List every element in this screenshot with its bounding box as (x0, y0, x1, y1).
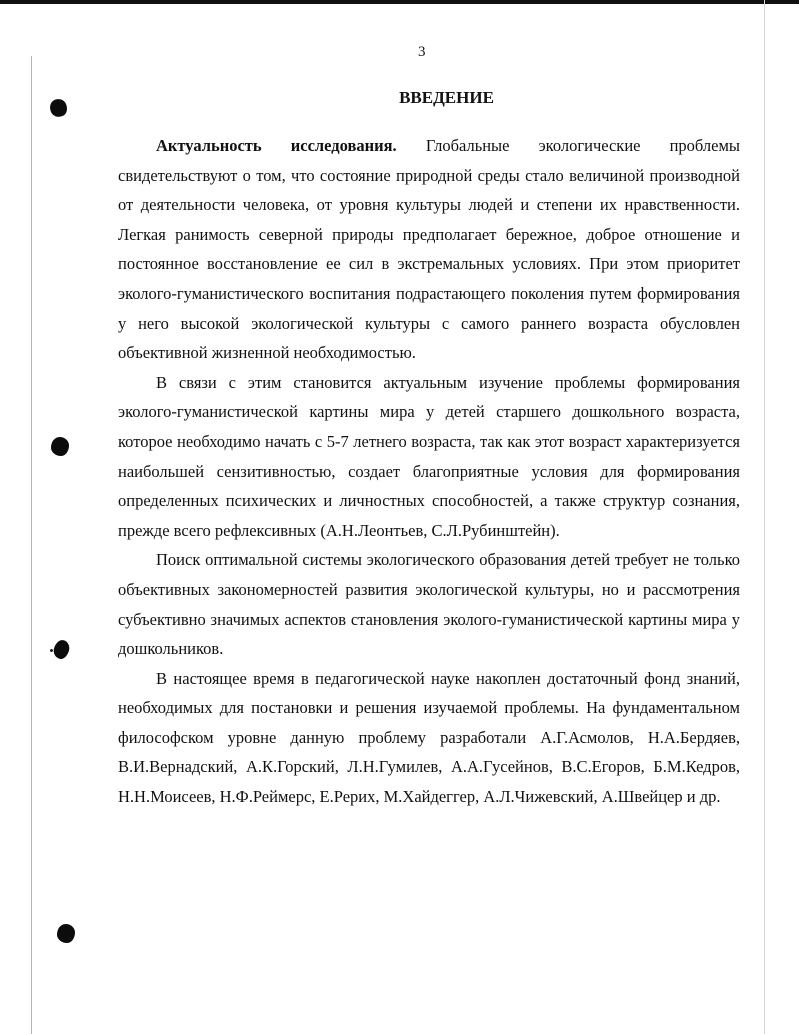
section-heading: ВВЕДЕНИЕ (399, 88, 494, 107)
paragraph-problem (118, 368, 740, 546)
scan-left-edge-line (31, 56, 32, 1034)
binding-hole-mark (51, 437, 69, 456)
paragraph-search (118, 545, 740, 663)
paragraph-lead: Актуальность исследования. (156, 136, 397, 155)
body-text (118, 131, 740, 812)
scan-right-edge-line (764, 0, 765, 1034)
paragraph-authors (118, 664, 740, 812)
paragraph-relevance (118, 131, 740, 368)
scan-top-border (0, 0, 799, 4)
paragraph-text: Поиск оптимальной системы экологического образования детей требует не только объективных закономерностей развития экологической культуры, но и рассмотрения субъективно значимых аспектов становления эколого-гуманистической картины мира у дошкольников. (118, 550, 740, 659)
binding-hole-mark (57, 924, 75, 943)
paragraph-text: Глобальные экологические проблемы свидетельствуют о том, что состояние природной среды стало величиной производной от деятельности человека, от уровня культуры людей и степени их нравственности. Легкая ранимость северной природы предполагает бережное, доброе отношение и постоянное восстановление ее сил в экстремальных условиях. При этом приоритет эколого-гуманистического воспитания подрастающего поколения путем формирования у него высокой экологической культуры с самого раннего возраста обусловлен объективной жизненной необходимостью. (118, 136, 740, 363)
binding-hole-mark (52, 638, 71, 660)
paragraph-text: В настоящее время в педагогической науке накоплен достаточный фонд знаний, необходимых для постановки и решения изучаемой проблемы. На фундаментальном философском уровне данную проблему разработали А.Г.Асмолов, Н.А.Бердяев, В.И.Вернадский, А.К.Горский, Л.Н.Гумилев, А.А.Гусейнов, В.С.Егоров, Б.М.Кедров, Н.Н.Моисеев, Н.Ф.Реймерс, Е.Рерих, М.Хайдеггер, А.Л.Чижевский, А.Швейцер и др. (118, 668, 740, 807)
scan-speck (50, 649, 53, 652)
page-number: 3 (418, 44, 426, 60)
paragraph-text: В связи с этим становится актуальным изучение проблемы формирования эколого-гуманистической картины мира у детей старшего дошкольного возраста, которое необходимо начать с 5-7 летнего возраста, так как этот возраст характеризуется наибольшей сензитивностью, создает благоприятные условия для формирования определенных психических и личностных способностей, а также структур сознания, прежде всего рефлексивных (А.Н.Леонтьев, С.Л.Рубинштейн). (118, 372, 740, 540)
